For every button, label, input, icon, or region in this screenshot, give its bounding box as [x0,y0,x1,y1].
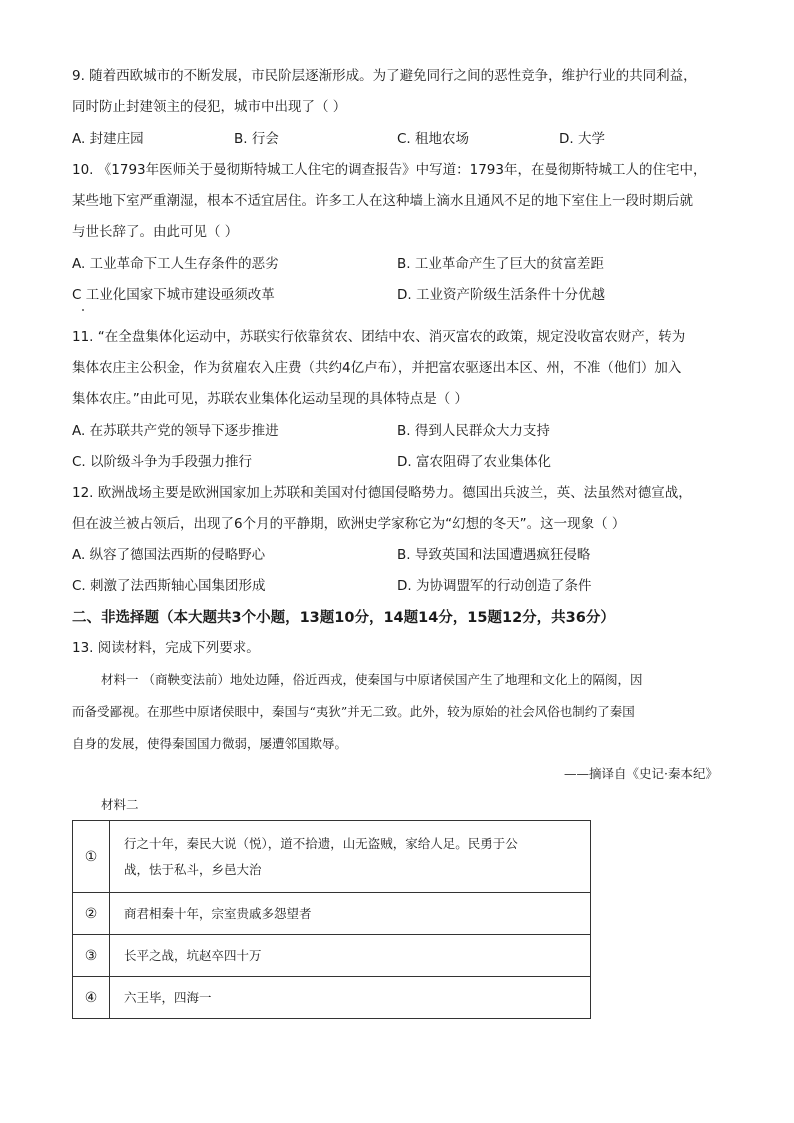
q12-stem-line-2: 但在波兰被占领后，出现了6个月的平静期，欧洲史学家称它为“幻想的冬天”。这一现象（ ） [72,516,626,532]
table-row [73,977,591,1019]
table-row [73,935,591,977]
q10-stem-line-3: 与世长辞了。由此可见（ ） [72,224,239,240]
q11-stem-line-1: 11. “在全盘集体化运动中，苏联实行依靠贫农、团结中农、消灭富农的政策，规定没收富农财产，转为 [72,329,686,345]
q9-option-d: D. 大学 [559,131,605,147]
row-text: 商君相秦十年，宗室贵戚多怨望者 [110,893,591,935]
q9-stem-line-2: 同时防止封建领主的侵犯，城市中出现了（ ） [72,99,347,115]
material1-line-2: 而备受鄙视。在那些中原诸侯眼中，秦国与“夷狄”并无二致。此外，较为原始的社会风俗也制约了秦国 [72,704,635,719]
table-row [73,893,591,935]
q9-option-a: A. 封建庄园 [72,131,144,147]
q12-stem-line-1: 12. 欧洲战场主要是欧洲国家加上苏联和美国对付德国侵略势力。德国出兵波兰，英、法虽然对德宣战， [72,485,692,501]
material1-line-1: 材料一 （商鞅变法前）地处边陲，俗近西戎，使秦国与中原诸侯国产生了地理和文化上的隔阂，因 [101,672,643,687]
row-number: ② [73,893,110,935]
q9-option-c: C. 租地农场 [397,131,470,147]
row-number: ③ [73,935,110,977]
q9-option-b: B. 行会 [234,131,279,147]
q12-option-c: C. 刺激了法西斯轴心国集团形成 [72,578,266,594]
material2-label: 材料二 [101,797,139,812]
material1-line-3: 自身的发展，使得秦国国力微弱，屡遭邻国欺辱。 [72,736,348,751]
q10-stem-line-2: 某些地下室严重潮湿，根本不适宜居住。许多工人在这种墙上滴水且通风不足的地下室住上一段时期后就 [72,193,693,209]
table-row [73,821,591,893]
row-number: ① [73,821,110,893]
q11-stem-line-3: 集体农庄。”由此可见，苏联农业集体化运动呈现的具体特点是（ ） [72,391,469,407]
q11-option-a: A. 在苏联共产党的领导下逐步推进 [72,423,279,439]
stray-dot-mark [82,309,84,311]
q11-option-c: C. 以阶级斗争为手段强力推行 [72,454,253,470]
q13-stem: 13. 阅读材料，完成下列要求。 [72,640,260,656]
row-text-line: 行之十年，秦民大说（悦），道不拾遗，山无盗贼，家给人足。民勇于公 [124,835,518,851]
row-text [110,821,591,893]
section-heading: 二、非选择题（本大题共3个小题，13题10分，14题14分，15题12分，共36分） [72,610,615,626]
row-text: 六王毕，四海一 [110,977,591,1019]
q10-option-d: D. 工业资产阶级生活条件十分优越 [397,287,605,303]
q12-option-d: D. 为协调盟军的行动创造了条件 [397,578,592,594]
q10-option-b: B. 工业革命产生了巨大的贫富差距 [397,256,604,272]
material2-table [72,820,591,1019]
material1-source: ——摘译自《史记·秦本纪》 [564,766,718,781]
row-text: 长平之战，坑赵卒四十万 [110,935,591,977]
q9-stem-line-1: 9. 随着西欧城市的不断发展，市民阶层逐渐形成。为了避免同行之间的恶性竞争，维护行业的共同利益， [72,68,697,84]
q11-stem-line-2: 集体农庄主公积金，作为贫雇农入庄费（共约4亿卢布），并把富农驱逐出本区、州，不准（他们）加入 [72,360,682,376]
q10-option-a: A. 工业革命下工人生存条件的恶劣 [72,256,279,272]
q11-option-b: B. 得到人民群众大力支持 [397,423,550,439]
q12-option-b: B. 导致英国和法国遭遇疯狂侵略 [397,547,591,563]
q12-option-a: A. 纵容了德国法西斯的侵略野心 [72,547,266,563]
q10-option-c: C 工业化国家下城市建设亟须改革 [72,287,275,303]
q10-stem-line-1: 10. 《1793年医师关于曼彻斯特城工人住宅的调查报告》中写道：1793年，在曼彻斯特城工人的住宅中， [72,162,707,178]
row-number: ④ [73,977,110,1019]
q11-option-d: D. 富农阻碍了农业集体化 [397,454,551,470]
row-text-line: 战，怯于私斗，乡邑大治 [124,861,262,877]
